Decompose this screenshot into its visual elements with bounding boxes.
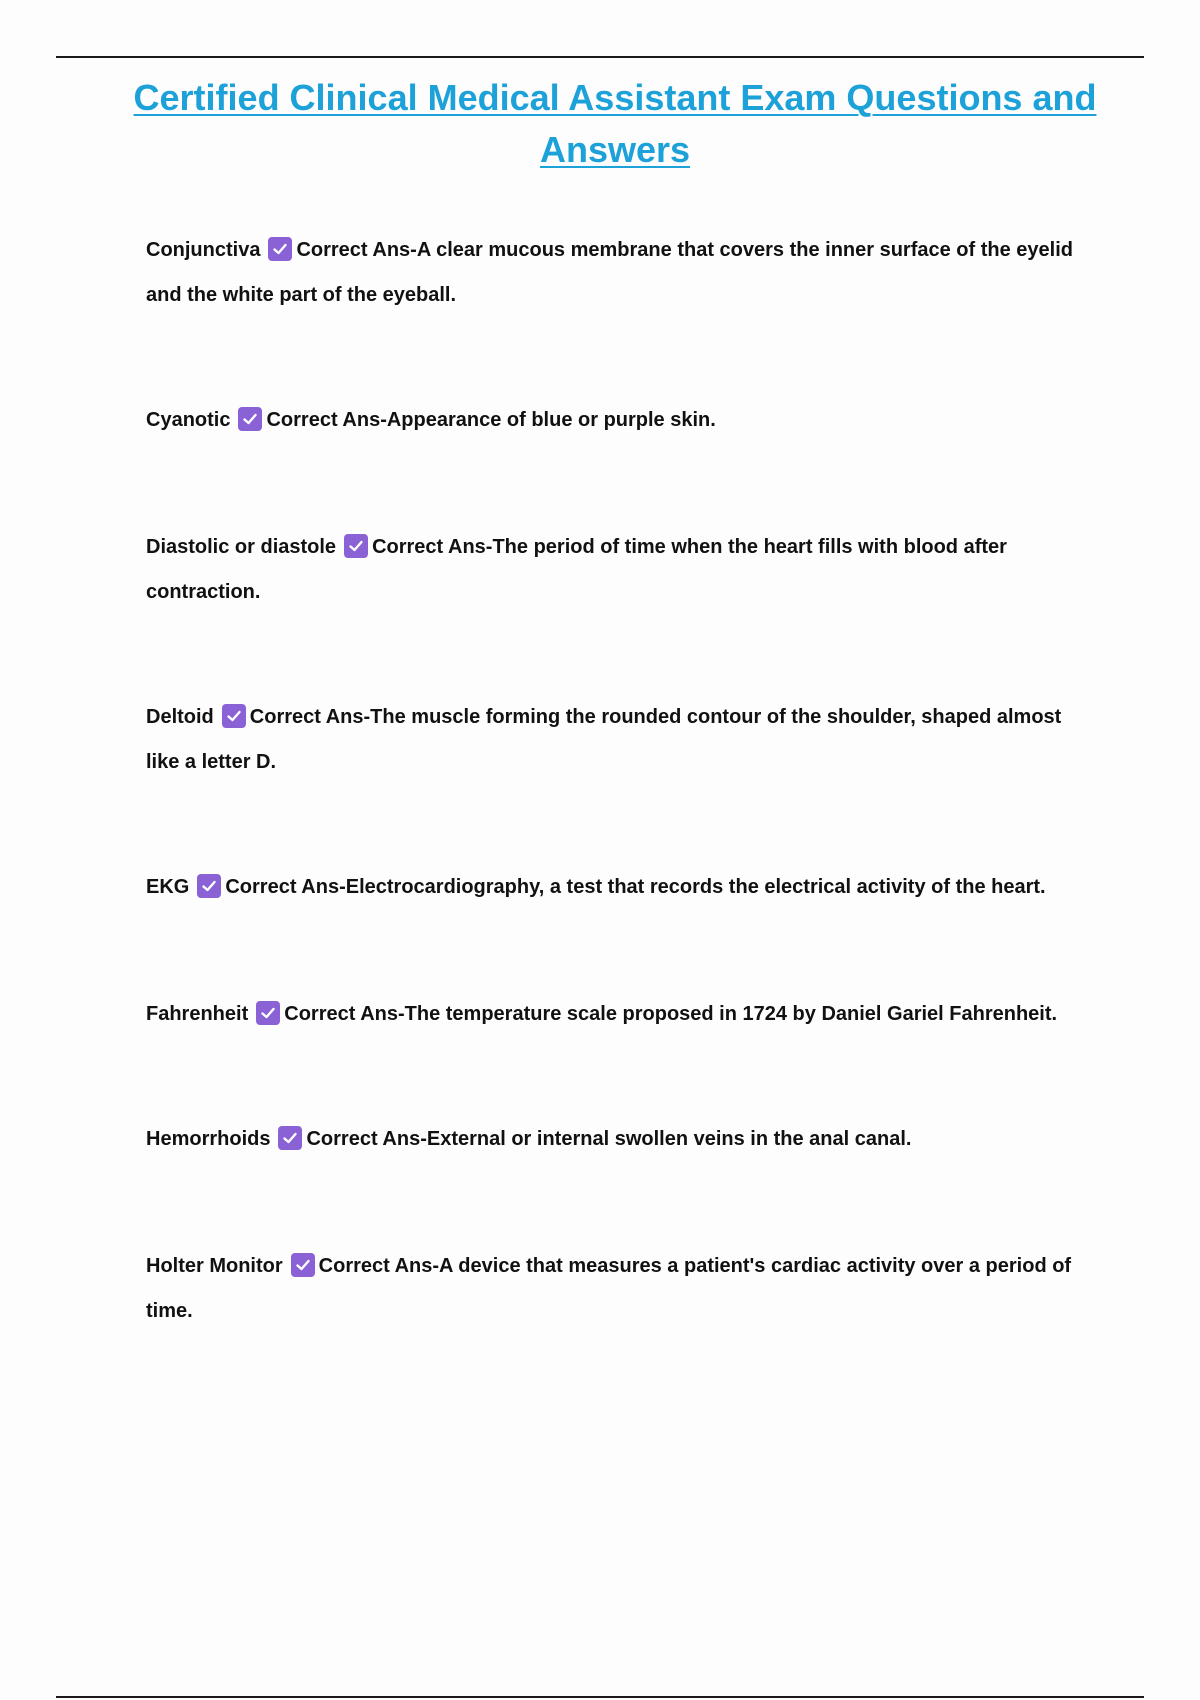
- document-title: Certified Clinical Medical Assistant Exam Questions and Answers: [133, 77, 1097, 170]
- qa-term: Deltoid: [146, 706, 214, 728]
- answer-prefix: Correct Ans-: [306, 1128, 427, 1150]
- checkbox-checked-icon: [268, 237, 292, 261]
- answer-prefix: Correct Ans-: [372, 536, 493, 558]
- top-rule: [56, 56, 1144, 58]
- qa-answer: The period of time when the heart fills with blood after contraction.: [146, 536, 1007, 603]
- answer-prefix: Correct Ans-: [318, 1255, 440, 1277]
- checkbox-checked-icon: [256, 1001, 280, 1025]
- qa-item: [146, 865, 1096, 910]
- qa-term: Conjunctiva: [146, 239, 261, 261]
- checkbox-checked-icon: [238, 407, 262, 431]
- checkbox-checked-icon: [222, 704, 246, 728]
- qa-answer: The temperature scale proposed in 1724 by Daniel Gariel Fahrenheit.: [404, 1003, 1058, 1025]
- qa-item: [146, 1117, 1096, 1162]
- qa-answer: External or internal swollen veins in the anal canal.: [426, 1128, 912, 1150]
- qa-item: [146, 228, 1096, 318]
- qa-list: [146, 228, 1096, 1334]
- qa-answer: Electrocardiography, a test that records the electrical activity of the heart.: [345, 876, 1046, 898]
- answer-prefix: Correct Ans-: [296, 239, 417, 261]
- qa-answer: A clear mucous membrane that covers the inner surface of the eyelid and the white part of the eyeball.: [146, 239, 1073, 306]
- checkbox-checked-icon: [278, 1126, 302, 1150]
- answer-prefix: Correct Ans-: [266, 409, 387, 431]
- qa-term: Hemorrhoids: [146, 1128, 271, 1150]
- qa-item: [146, 695, 1096, 785]
- answer-prefix: Correct Ans-: [284, 1003, 405, 1025]
- qa-answer: Appearance of blue or purple skin.: [386, 409, 716, 431]
- qa-item: [146, 992, 1096, 1037]
- answer-prefix: Correct Ans-: [225, 876, 346, 898]
- checkbox-checked-icon: [291, 1253, 315, 1277]
- qa-answer: A device that measures a patient's cardiac activity over a period of time.: [146, 1255, 1072, 1322]
- qa-term: Holter Monitor: [146, 1255, 283, 1277]
- checkbox-checked-icon: [197, 874, 221, 898]
- checkbox-checked-icon: [344, 534, 368, 558]
- answer-prefix: Correct Ans-: [249, 706, 371, 728]
- qa-term: Diastolic or diastole: [146, 536, 337, 558]
- qa-item: [146, 525, 1096, 615]
- qa-answer: The muscle forming the rounded contour of the shoulder, shaped almost like a letter D.: [146, 706, 1062, 773]
- qa-term: Fahrenheit: [146, 1003, 249, 1025]
- qa-item: [146, 398, 1096, 443]
- qa-term: Cyanotic: [146, 409, 231, 431]
- bottom-rule: [56, 1696, 1144, 1698]
- qa-term: EKG: [146, 876, 190, 898]
- qa-item: [146, 1244, 1096, 1334]
